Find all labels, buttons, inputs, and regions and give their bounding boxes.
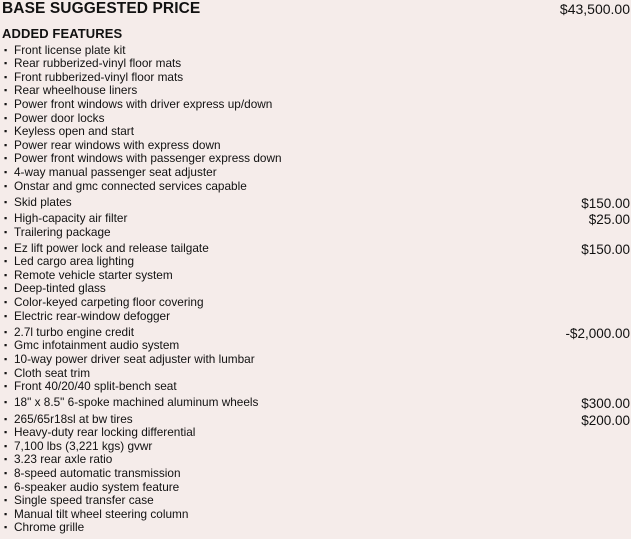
feature-row	[4, 409, 630, 428]
feature-row	[4, 352, 630, 366]
feature-name: Rear wheelhouse liners	[14, 83, 138, 98]
feature-name: Front license plate kit	[14, 42, 126, 57]
base-price-value: $43,500.00	[559, 0, 630, 17]
base-price-label: BASE SUGGESTED PRICE	[2, 0, 201, 17]
feature-row	[4, 366, 630, 380]
bullet-icon: ▪	[4, 166, 8, 177]
feature-name: Deep-tinted glass	[14, 281, 106, 296]
bullet-icon: ▪	[4, 212, 8, 223]
bullet-icon: ▪	[4, 44, 8, 55]
feature-name: Remote vehicle starter system	[14, 267, 173, 282]
feature-row	[4, 268, 630, 282]
feature-row	[4, 225, 630, 239]
feature-row	[4, 339, 630, 353]
bullet-icon: ▪	[4, 139, 8, 150]
feature-row	[4, 70, 630, 84]
feature-name: 8-speed automatic transmission	[14, 465, 181, 480]
feature-row	[4, 84, 630, 98]
bullet-icon: ▪	[4, 413, 8, 424]
feature-row	[4, 152, 630, 166]
feature-list	[4, 43, 630, 534]
feature-row	[4, 295, 630, 309]
bullet-icon: ▪	[4, 427, 8, 438]
bullet-icon: ▪	[4, 98, 8, 109]
bullet-icon: ▪	[4, 58, 8, 69]
bullet-icon: ▪	[4, 440, 8, 451]
feature-row	[4, 380, 630, 394]
feature-row	[4, 494, 630, 508]
feature-price: $150.00	[581, 195, 630, 211]
feature-row	[4, 43, 630, 57]
bullet-icon: ▪	[4, 242, 8, 253]
feature-row	[4, 239, 630, 255]
feature-row	[4, 209, 630, 225]
feature-name: Gmc infotainment audio system	[14, 338, 180, 353]
bullet-icon: ▪	[4, 297, 8, 308]
feature-price: $200.00	[581, 412, 630, 428]
bullet-icon: ▪	[4, 196, 8, 207]
feature-name: Chrome grille	[14, 520, 85, 535]
bullet-icon: ▪	[4, 71, 8, 82]
feature-name: High-capacity air filter	[14, 210, 128, 225]
feature-row	[4, 507, 630, 521]
bullet-icon: ▪	[4, 283, 8, 294]
feature-name: Power rear windows with express down	[14, 137, 221, 152]
feature-row	[4, 282, 630, 296]
feature-name: 10-way power driver seat adjuster with lumbar	[14, 352, 255, 367]
feature-row	[4, 138, 630, 152]
bullet-icon: ▪	[4, 340, 8, 351]
feature-row	[4, 323, 630, 339]
base-price-row	[2, 0, 630, 18]
bullet-icon: ▪	[4, 112, 8, 123]
feature-row	[4, 97, 630, 111]
feature-row	[4, 393, 630, 412]
bullet-icon: ▪	[4, 381, 8, 392]
feature-row	[4, 57, 630, 71]
feature-price: $150.00	[581, 241, 630, 257]
feature-row	[4, 165, 630, 179]
feature-name: 265/65r18sl at bw tires	[14, 411, 133, 426]
feature-row	[4, 426, 630, 440]
feature-name: Power front windows with driver express up/down	[14, 96, 273, 111]
feature-name: Electric rear-window defogger	[14, 308, 171, 323]
feature-row	[4, 453, 630, 467]
bullet-icon: ▪	[4, 481, 8, 492]
feature-row	[4, 480, 630, 494]
bullet-icon: ▪	[4, 508, 8, 519]
feature-name: 2.7l turbo engine credit	[14, 324, 135, 339]
feature-name: Single speed transfer case	[14, 493, 154, 508]
feature-name: 18" x 8.5" 6-spoke machined aluminum wheels	[14, 395, 259, 410]
feature-name: Power front windows with passenger express down	[14, 151, 282, 166]
feature-name: Rear rubberized-vinyl floor mats	[14, 56, 182, 71]
feature-row	[4, 309, 630, 323]
feature-price: $25.00	[588, 211, 630, 227]
bullet-icon: ▪	[4, 354, 8, 365]
feature-name: Manual tilt wheel steering column	[14, 506, 189, 521]
feature-name: 6-speaker audio system feature	[14, 479, 180, 494]
feature-name: Onstar and gmc connected services capable	[14, 178, 247, 193]
bullet-icon: ▪	[4, 397, 8, 408]
feature-name: Front rubberized-vinyl floor mats	[14, 69, 184, 84]
bullet-icon: ▪	[4, 269, 8, 280]
bullet-icon: ▪	[4, 467, 8, 478]
feature-row	[4, 179, 630, 193]
feature-name: Keyless open and start	[14, 124, 135, 139]
feature-name: Trailering package	[14, 224, 111, 239]
feature-row	[4, 111, 630, 125]
bullet-icon: ▪	[4, 85, 8, 96]
bullet-icon: ▪	[4, 326, 8, 337]
bullet-icon: ▪	[4, 522, 8, 533]
feature-name: 4-way manual passenger seat adjuster	[14, 164, 217, 179]
feature-row	[4, 125, 630, 139]
feature-row	[4, 466, 630, 480]
feature-name: Front 40/20/40 split-bench seat	[14, 379, 177, 394]
feature-row	[4, 439, 630, 453]
bullet-icon: ▪	[4, 495, 8, 506]
feature-name: Color-keyed carpeting floor covering	[14, 295, 204, 310]
feature-name: 7,100 lbs (3,221 kgs) gvwr	[14, 438, 153, 453]
added-features-title: ADDED FEATURES	[2, 26, 123, 41]
feature-name: Led cargo area lighting	[14, 254, 135, 269]
bullet-icon: ▪	[4, 126, 8, 137]
bullet-icon: ▪	[4, 226, 8, 237]
bullet-icon: ▪	[4, 367, 8, 378]
feature-row	[4, 255, 630, 269]
feature-row	[4, 521, 630, 535]
feature-row	[4, 193, 630, 209]
feature-name: Power door locks	[14, 110, 105, 125]
bullet-icon: ▪	[4, 180, 8, 191]
feature-name: Heavy-duty rear locking differential	[14, 425, 196, 440]
bullet-icon: ▪	[4, 454, 8, 465]
feature-price: $300.00	[581, 396, 630, 412]
feature-name: 3.23 rear axle ratio	[14, 452, 113, 467]
feature-name: Skid plates	[14, 194, 72, 209]
bullet-icon: ▪	[4, 310, 8, 321]
feature-name: Cloth seat trim	[14, 365, 91, 380]
feature-name: Ez lift power lock and release tailgate	[14, 240, 209, 255]
bullet-icon: ▪	[4, 256, 8, 267]
bullet-icon: ▪	[4, 153, 8, 164]
feature-price: -$2,000.00	[565, 325, 630, 341]
